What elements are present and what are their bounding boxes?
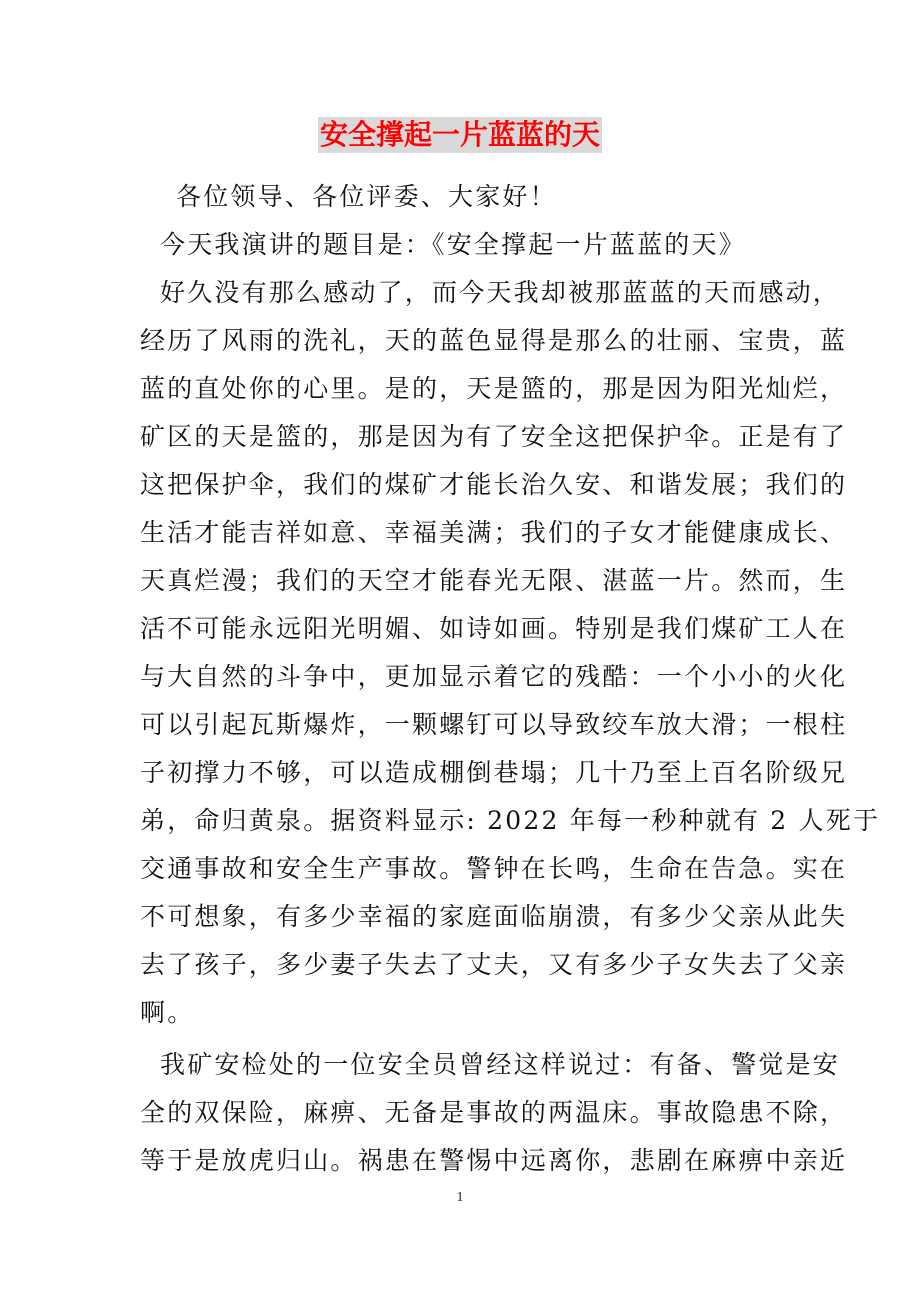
title-container [0, 117, 920, 153]
paragraph-line: 全的双保险，麻痹、无备是事故的两温床。事故隐患不除， [140, 1098, 848, 1127]
paragraph-line: 子初撑力不够，可以造成棚倒巷塌；几十乃至上百名阶级兄 [140, 758, 848, 787]
paragraph-line: 矿区的天是篮的，那是因为有了安全这把保护伞。正是有了 [140, 422, 848, 451]
paragraph-line: 啊。 [140, 998, 195, 1027]
document-title: 安全撑起一片蓝蓝的天 [319, 118, 600, 151]
paragraph-line: 弟，命归黄泉。据资料显示: 2022 年每一秒种就有 2 人死于 [140, 806, 881, 835]
paragraph-line: 我矿安检处的一位安全员曾经这样说过：有备、警觉是安 [160, 1050, 841, 1079]
paragraph-line: 交通事故和安全生产事故。警钟在长鸣，生命在告急。实在 [140, 854, 848, 883]
paragraph-line: 不可想象，有多少幸福的家庭面临崩溃，有多少父亲从此失 [140, 902, 848, 931]
paragraph-line: 去了孩子，多少妻子失去了丈夫，又有多少子女失去了父亲 [140, 950, 848, 979]
document-body [140, 173, 881, 1185]
paragraph-line: 经历了风雨的洗礼，天的蓝色显得是那么的壮丽、宝贵，蓝 [140, 326, 848, 355]
paragraph-line: 这把保护伞，我们的煤矿才能长治久安、和谐发展；我们的 [140, 470, 848, 499]
page-number: 1 [456, 1190, 464, 1205]
paragraph-line: 活不可能永远阳光明媚、如诗如画。特别是我们煤矿工人在 [140, 614, 848, 643]
paragraph-line: 好久没有那么感动了，而今天我却被那蓝蓝的天而感动， [160, 278, 841, 307]
paragraph-line: 天真烂漫；我们的天空才能春光无限、湛蓝一片。然而，生 [140, 566, 848, 595]
topic-line: 今天我演讲的题目是：《安全撑起一片蓝蓝的天》 [160, 230, 746, 259]
paragraph-line: 与大自然的斗争中，更加显示着它的残酷：一个小小的火化 [140, 662, 848, 691]
paragraph-line: 生活才能吉祥如意、幸福美满；我们的子女才能健康成长、 [140, 518, 848, 547]
greeting-line: 各位领导、各位评委、大家好！ [176, 182, 557, 211]
paragraph-line: 蓝的直处你的心里。是的，天是篮的，那是因为阳光灿烂， [140, 374, 848, 403]
paragraph-line: 可以引起瓦斯爆炸，一颗螺钉可以导致绞车放大滑；一根柱 [140, 710, 848, 739]
paragraph-line: 等于是放虎归山。祸患在警惕中远离你，悲剧在麻痹中亲近 [140, 1146, 848, 1175]
